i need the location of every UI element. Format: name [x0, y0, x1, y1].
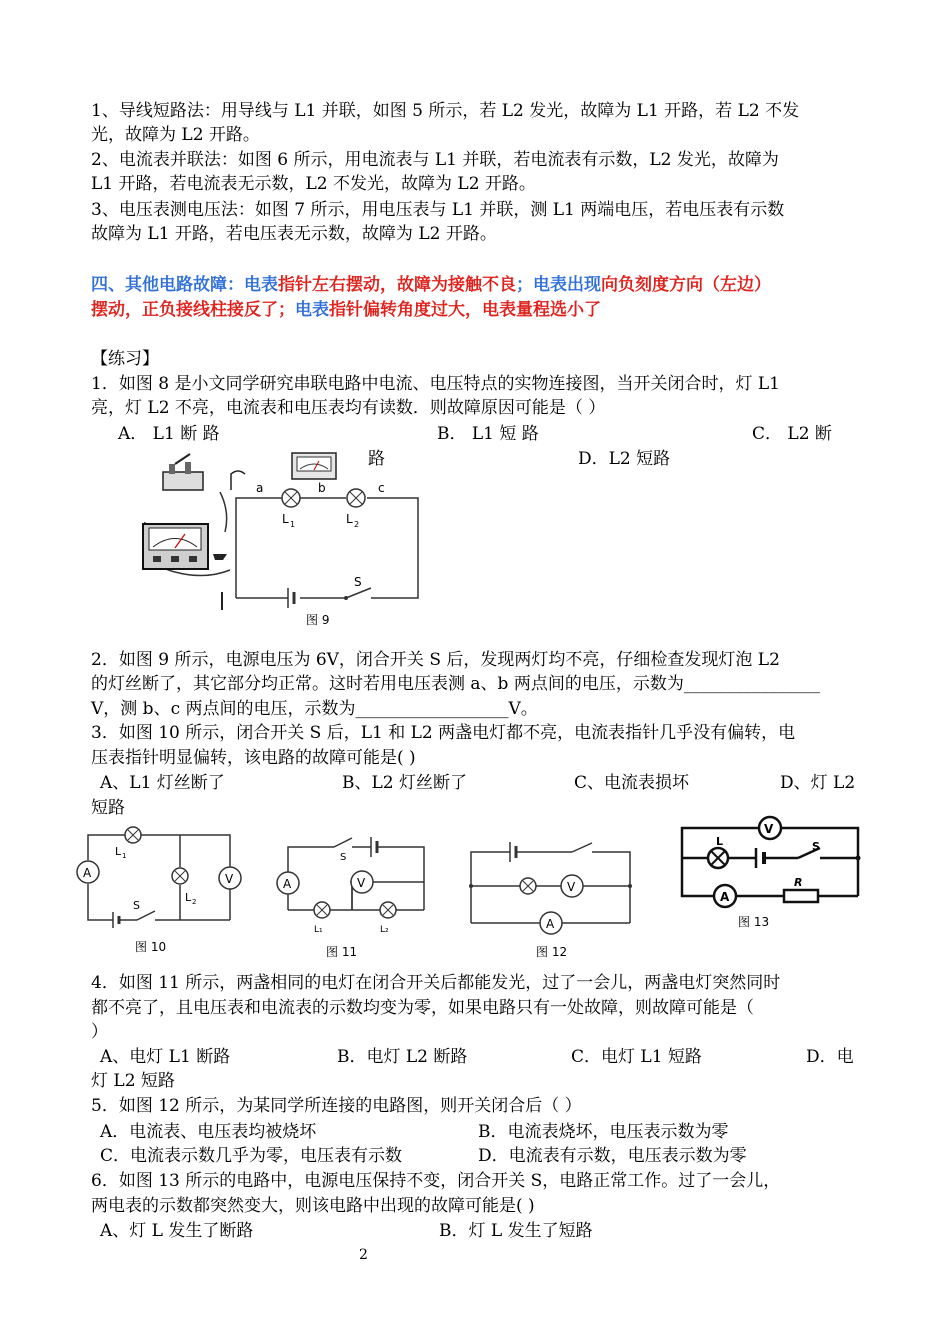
fig10-label-l1-sub: 1: [122, 852, 127, 860]
fig11-label-l1: L₁: [314, 925, 323, 935]
fig10-label-l2-sub: 2: [192, 898, 197, 906]
page-number: 2: [359, 1247, 368, 1263]
section-4-part-4: 向负刻度方向（左边）: [601, 275, 771, 295]
fig13-label-r: R: [794, 876, 803, 889]
fig11-label-l2: L₂: [380, 925, 389, 935]
fig13-caption: 图 13: [738, 915, 770, 929]
fig10-lamp-1: [125, 827, 141, 843]
q5-line-1: 5．如图 12 所示，为某同学所连接的电路图，则开关闭合后（ ）: [91, 1096, 582, 1116]
fig11-caption: 图 11: [326, 945, 358, 959]
q4-option-d-cont: 灯 L2 短路: [91, 1071, 175, 1091]
section-4-part-3: ；电表出现: [516, 275, 601, 295]
fig11-lamp-1: [314, 902, 330, 918]
section-4-part-6: 电表: [295, 300, 329, 320]
fig9-label-l1: L: [282, 512, 289, 526]
q5-option-d: D．电流表有示数，电压表示数为零: [478, 1146, 747, 1166]
section-4-line-2: [91, 298, 601, 322]
method-2-line-2: L1 开路，若电流表无示数，L2 不发光，故障为 L2 开路。: [91, 174, 536, 194]
method-2-line-1: 2、电流表并联法：如图 6 所示，用电流表与 L1 并联，若电流表有示数，L2 发光，故障为: [91, 150, 779, 170]
q5-option-b: B．电流表烧坏，电压表示数为零: [478, 1122, 729, 1142]
q3-option-d: D、灯 L2: [780, 773, 856, 793]
fig12-voltmeter-label: V: [567, 880, 576, 894]
section-4-part-5: 摆动，正负接线柱接反了；: [91, 300, 295, 320]
fig10-caption: 图 10: [135, 940, 167, 954]
fig13-resistor: [784, 890, 818, 902]
fig10-voltmeter-label: V: [225, 872, 234, 886]
q1-option-b: B． L1 短 路: [437, 424, 539, 444]
q6-option-a: A、灯 L 发生了断路: [100, 1221, 254, 1241]
q1-line-2: 亮，灯 L2 不亮，电流表和电压表均有读数．则故障原因可能是（ ）: [91, 398, 606, 418]
fig13-lamp: [708, 848, 728, 868]
q2-line-2: 的灯丝断了，其它部分均正常。这时若用电压表测 a、b 两点间的电压，示数为________________: [91, 674, 820, 694]
practice-header: 【练习】: [91, 349, 159, 369]
fig10-label-s: S: [133, 899, 140, 912]
q2-line-1: 2．如图 9 所示，电源电压为 6V，闭合开关 S 后，发现两灯均不亮，仔细检查发现灯泡 L2: [91, 650, 780, 670]
fig11-label-s: S: [340, 852, 347, 863]
q4-line-1: 4．如图 11 所示，两盏相同的电灯在闭合开关后都能发光，过了一会儿，两盏电灯突然同时: [91, 973, 781, 993]
method-3-line-2: 故障为 L1 开路，若电压表无示数，故障为 L2 开路。: [91, 224, 497, 244]
figure-8-photo: [135, 452, 235, 612]
section-4-part-7: 指针偏转角度过大，电表量程选小了: [329, 300, 601, 320]
q2-line-3: V，测 b、c 两点间的电压，示数为__________________V。: [91, 699, 538, 719]
q4-option-b: B．电灯 L2 断路: [337, 1047, 468, 1067]
fig10-label-l1: L: [115, 845, 122, 858]
q3-option-b: B、L2 灯丝断了: [342, 773, 468, 793]
fig11-voltmeter-label: V: [357, 876, 366, 890]
q4-line-3: ）: [91, 1022, 108, 1042]
fig10-label-l2: L: [185, 891, 192, 904]
q4-option-c: C．电灯 L1 短路: [571, 1047, 702, 1067]
fig9-lamp-2: [347, 489, 365, 507]
method-1-line-2: 光，故障为 L2 开路。: [91, 125, 260, 145]
fig12-ammeter-label: A: [546, 917, 555, 931]
q1-option-c: C． L2 断: [752, 424, 832, 444]
fig9-point-b: b: [318, 481, 326, 495]
figure-9: [236, 478, 426, 630]
fig9-label-l2: L: [346, 512, 353, 526]
fig13-ammeter-label: A: [720, 890, 730, 904]
section-4-part-2: 指针左右摆动，故障为接触不良: [278, 275, 516, 295]
q3-line-2: 压表指针明显偏转，该电路的故障可能是( ): [91, 748, 416, 768]
figure-11: [274, 832, 434, 962]
method-1-line-1: 1、导线短路法：用导线与 L1 并联，如图 5 所示，若 L2 发光，故障为 L1 开路，若 L2 不发: [91, 101, 800, 121]
fig10-ammeter-label: A: [83, 866, 92, 880]
fig13-label-s: S: [812, 840, 820, 853]
figure-10: [75, 825, 250, 960]
q1-option-a: A． L1 断 路: [118, 424, 220, 444]
fig11-ammeter-label: A: [283, 877, 292, 891]
figure-13: [678, 818, 864, 933]
q3-option-c: C、电流表损坏: [574, 773, 690, 793]
fig9-lamp-1: [282, 489, 300, 507]
figure-8-meter: [290, 451, 340, 481]
q1-line-1: 1．如图 8 是小文同学研究串联电路中电流、电压特点的实物连接图，当开关闭合时，灯 L1: [91, 374, 780, 394]
q1-option-d: D．L2 短路: [578, 449, 671, 469]
q3-line-1: 3．如图 10 所示，闭合开关 S 后，L1 和 L2 两盏电灯都不亮，电流表指针几乎没有偏转，电: [91, 723, 796, 743]
section-4-part-1: 四、其他电路故障：电表: [91, 275, 278, 295]
fig12-lamp: [520, 878, 536, 894]
q6-line-2: 两电表的示数都突然变大，则该电路中出现的故障可能是( ): [91, 1196, 535, 1216]
fig9-point-c: c: [378, 481, 385, 495]
q5-option-a: A．电流表、电压表均被烧坏: [100, 1122, 317, 1142]
figure-12: [468, 838, 636, 960]
q6-option-b: B．灯 L 发生了短路: [439, 1221, 593, 1241]
q1-option-c-cont: 路: [368, 449, 385, 469]
method-3-line-1: 3、电压表测电压法：如图 7 所示，用电压表与 L1 并联，测 L1 两端电压，若电压表有示数: [91, 200, 785, 220]
q5-option-c: C．电流表示数几乎为零，电压表有示数: [100, 1146, 403, 1166]
fig13-label-l: L: [716, 835, 724, 848]
fig9-label-s: S: [354, 575, 362, 589]
q4-option-a: A、电灯 L1 断路: [100, 1047, 231, 1067]
q4-line-2: 都不亮了，且电压表和电流表的示数均变为零，如果电路只有一处故障，则故障可能是（: [91, 998, 754, 1018]
fig9-point-a: a: [256, 481, 264, 495]
fig13-voltmeter-label: V: [764, 822, 774, 836]
fig9-label-l1-sub: 1: [290, 520, 296, 529]
fig11-lamp-2: [380, 902, 396, 918]
q4-option-d: D．电: [806, 1047, 854, 1067]
q6-line-1: 6．如图 13 所示的电路中，电源电压保持不变，闭合开关 S，电路正常工作。过了一会儿，: [91, 1171, 781, 1191]
fig9-label-l2-sub: 2: [354, 520, 360, 529]
fig9-caption: 图 9: [306, 613, 330, 627]
section-4-line-1: [91, 273, 771, 297]
q3-option-d-cont: 短路: [91, 798, 125, 818]
q3-option-a: A、L1 灯丝断了: [100, 773, 225, 793]
fig12-caption: 图 12: [536, 945, 568, 959]
fig10-lamp-2: [172, 868, 188, 884]
